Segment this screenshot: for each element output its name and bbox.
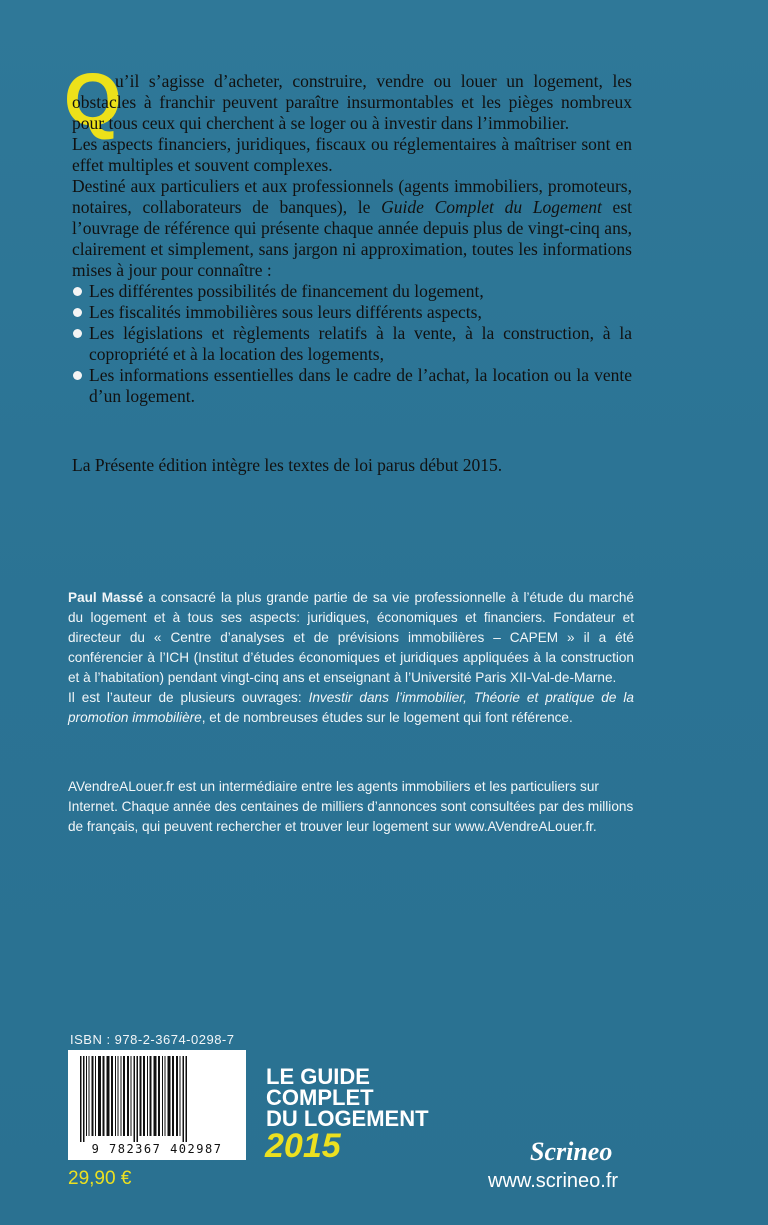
barcode-bar bbox=[111, 1056, 113, 1136]
author-bio-paragraph-2: Il est l’auteur de plusieurs ouvrages: Investir dans l’immobilier, Théorie et pratique de la promotion immobilière, et de nombreuses études sur le logement qui font référence. bbox=[68, 690, 634, 725]
barcode-bar bbox=[92, 1056, 94, 1136]
barcode-bar bbox=[98, 1056, 101, 1136]
barcode-bar bbox=[121, 1056, 122, 1136]
intro-paragraph-3: Destiné aux particuliers et aux professionnels (agents immobiliers, promoteurs, notaires, collaborateurs de banques), le Guide Complet du Logement est l’ouvrage de référence qui présente chaque année depuis plus de vingt-cinq ans, clairement et simplement, sans jargon ni approximation, toutes les informations mises à jour pour connaître : bbox=[72, 176, 632, 280]
publisher-url: www.scrineo.fr bbox=[488, 1170, 619, 1192]
barcode-bar bbox=[83, 1056, 85, 1142]
barcode-bar bbox=[137, 1056, 139, 1142]
author-bio bbox=[68, 588, 634, 728]
list-item: Les informations essentielles dans le cadre de l’achat, la location ou la vente d’un logement. bbox=[72, 365, 632, 407]
author-works: Investir dans l’immobilier, Théorie et pratique de la promotion immobilière bbox=[68, 690, 634, 725]
book-title-line-2: COMPLET bbox=[266, 1085, 374, 1110]
barcode-bar bbox=[86, 1056, 87, 1136]
intro-paragraph-1: u’il s’agisse d’acheter, construire, vendre ou louer un logement, les obstacles à franchir peuvent paraître insurmontables et les pièges nombreux pour tous ceux qui cherchent à se loger ou à investir dans l’immobilier. bbox=[72, 71, 632, 133]
barcode-bar bbox=[89, 1056, 90, 1136]
book-title-line-3: DU LOGEMENT bbox=[266, 1106, 429, 1131]
list-item: Les fiscalités immobilières sous leurs différents aspects, bbox=[72, 302, 632, 323]
barcode-bar bbox=[168, 1056, 171, 1136]
barcode-bar bbox=[115, 1056, 116, 1136]
barcode-bars bbox=[68, 1050, 246, 1142]
barcode-bar bbox=[147, 1056, 148, 1136]
barcode-bar bbox=[134, 1056, 136, 1142]
barcode-bar bbox=[183, 1056, 185, 1142]
barcode-bar bbox=[127, 1056, 129, 1136]
barcode-bar bbox=[140, 1056, 142, 1136]
intro-paragraph-2: Les aspects financiers, juridiques, fiscaux ou réglementaires à maîtriser sont en effet multiples et souvent complexes. bbox=[72, 134, 632, 175]
author-name: Paul Massé bbox=[68, 590, 144, 605]
book-title-line-1: LE GUIDE bbox=[266, 1064, 370, 1089]
barcode-bar bbox=[180, 1056, 181, 1136]
list-item: Les différentes possibilités de financement du logement, bbox=[72, 281, 632, 302]
barcode-bar bbox=[143, 1056, 145, 1136]
barcode-bar bbox=[165, 1056, 166, 1136]
barcode-bar bbox=[186, 1056, 188, 1142]
book-title-logo bbox=[266, 1066, 429, 1129]
author-bio-paragraph-1: Paul Massé a consacré la plus grande partie de sa vie professionnelle à l’étude du marché du logement et à tous ses aspects: juridiques, économiques et financiers. Fondateur et directeur du « Centre d’analyses et de prévisions immobilières – CAPEM » il a été conférencier à l’ICH (Institut d’études économiques et juridiques appliquées à la construction et à l’habitation) pendant vingt-cinq ans et enseignant à l’Université Paris XII-Val-de-Marne. bbox=[68, 590, 634, 685]
barcode-bar bbox=[162, 1056, 163, 1136]
barcode-digits: 9 782367 402987 bbox=[91, 1142, 223, 1156]
barcode-bar bbox=[107, 1056, 110, 1136]
partner-blurb: AVendreALouer.fr est un intermédiaire entre les agents immobiliers et les particuliers sur Internet. Chaque année des centaines de milliers d’annonces sont consultées par des millions de français, qui peuvent rechercher et trouver leur logement sur www.AVendreALouer.fr. bbox=[68, 779, 634, 834]
barcode-bar bbox=[95, 1056, 96, 1136]
barcode-bar bbox=[154, 1056, 157, 1136]
list-item: Les législations et règlements relatifs à la vente, à la construction, à la copropriété et à la location des logements, bbox=[72, 323, 632, 365]
barcode-bar bbox=[118, 1056, 119, 1136]
publisher-logo: Scrineo bbox=[530, 1137, 613, 1166]
topics-list bbox=[72, 281, 632, 407]
price: 29,90 € bbox=[68, 1168, 132, 1189]
barcode-bar bbox=[131, 1056, 132, 1136]
book-title-italic: Guide Complet du Logement bbox=[381, 197, 602, 217]
barcode-bar bbox=[172, 1056, 174, 1136]
barcode-bar bbox=[158, 1056, 160, 1136]
isbn: ISBN : 978-2-3674-0298-7 bbox=[70, 1032, 235, 1047]
barcode-bar bbox=[176, 1056, 178, 1136]
drop-cap: Q bbox=[64, 58, 122, 141]
edition-note: La Présente édition intègre les textes de loi parus début 2015. bbox=[72, 455, 503, 475]
barcode-bar bbox=[123, 1056, 125, 1136]
barcode bbox=[68, 1050, 246, 1160]
book-year: 2015 bbox=[265, 1127, 341, 1165]
intro-text bbox=[72, 71, 632, 407]
barcode-bar bbox=[150, 1056, 152, 1136]
barcode-bar bbox=[80, 1056, 82, 1142]
barcode-bar bbox=[103, 1056, 105, 1136]
